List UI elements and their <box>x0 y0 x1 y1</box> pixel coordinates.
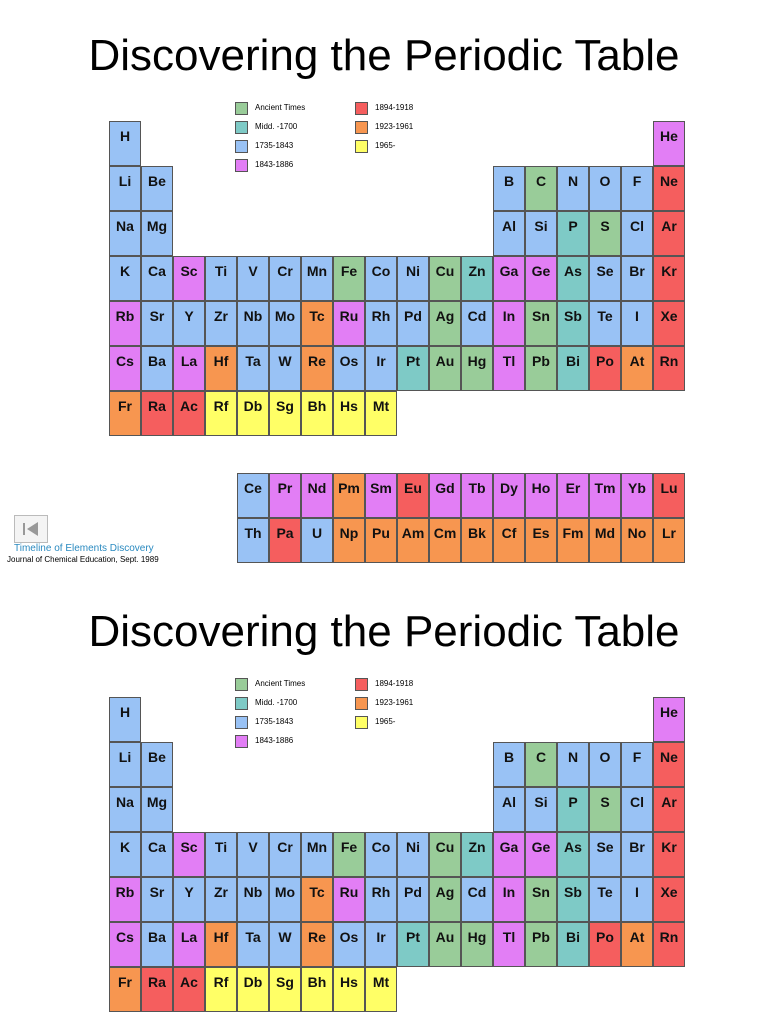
element-cell-ar: Ar <box>653 787 685 832</box>
element-cell-f: F <box>621 742 653 787</box>
element-cell-ra: Ra <box>141 967 173 1012</box>
element-cell-ne: Ne <box>653 742 685 787</box>
element-cell-zn: Zn <box>461 256 493 301</box>
element-cell-k: K <box>109 256 141 301</box>
element-cell-rh: Rh <box>365 301 397 346</box>
element-cell-c: C <box>525 742 557 787</box>
element-cell-i: I <box>621 877 653 922</box>
element-cell-y: Y <box>173 877 205 922</box>
element-cell-he: He <box>653 121 685 166</box>
back-button[interactable] <box>14 515 48 543</box>
element-cell-tm: Tm <box>589 473 621 518</box>
element-cell-li: Li <box>109 166 141 211</box>
page-title: Discovering the Periodic Table <box>88 607 680 656</box>
element-cell-ag: Ag <box>429 877 461 922</box>
element-cell-y: Y <box>173 301 205 346</box>
element-cell-dy: Dy <box>493 473 525 518</box>
element-cell-be: Be <box>141 166 173 211</box>
element-cell-rf: Rf <box>205 967 237 1012</box>
element-cell-pu: Pu <box>365 518 397 563</box>
element-cell-br: Br <box>621 256 653 301</box>
legend-label: 1843-1886 <box>255 736 294 745</box>
element-cell-mg: Mg <box>141 787 173 832</box>
element-cell-rn: Rn <box>653 922 685 967</box>
element-cell-v: V <box>237 256 269 301</box>
element-cell-am: Am <box>397 518 429 563</box>
element-cell-w: W <box>269 346 301 391</box>
element-cell-er: Er <box>557 473 589 518</box>
element-cell-se: Se <box>589 832 621 877</box>
element-cell-po: Po <box>589 346 621 391</box>
element-cell-s: S <box>589 787 621 832</box>
element-cell-b: B <box>493 742 525 787</box>
legend-swatch <box>235 121 248 134</box>
element-cell-hf: Hf <box>205 346 237 391</box>
element-cell-kr: Kr <box>653 256 685 301</box>
element-cell-tb: Tb <box>461 473 493 518</box>
legend-swatch <box>235 102 248 115</box>
element-cell-hg: Hg <box>461 346 493 391</box>
element-cell-ni: Ni <box>397 832 429 877</box>
element-cell-f: F <box>621 166 653 211</box>
element-cell-db: Db <box>237 967 269 1012</box>
element-cell-ti: Ti <box>205 256 237 301</box>
element-cell-bh: Bh <box>301 967 333 1012</box>
element-cell-u: U <box>301 518 333 563</box>
element-cell-br: Br <box>621 832 653 877</box>
element-cell-o: O <box>589 742 621 787</box>
element-cell-in: In <box>493 301 525 346</box>
element-cell-zr: Zr <box>205 877 237 922</box>
element-cell-na: Na <box>109 787 141 832</box>
legend-swatch <box>235 697 248 710</box>
element-cell-md: Md <box>589 518 621 563</box>
legend-label: Ancient Times <box>255 103 306 112</box>
element-cell-os: Os <box>333 346 365 391</box>
element-cell-ba: Ba <box>141 922 173 967</box>
element-cell-sr: Sr <box>141 301 173 346</box>
element-cell-h: H <box>109 697 141 742</box>
legend-swatch <box>355 678 368 691</box>
element-cell-eu: Eu <box>397 473 429 518</box>
element-cell-pd: Pd <box>397 301 429 346</box>
element-cell-n: N <box>557 166 589 211</box>
legend-label: 1965- <box>375 141 396 150</box>
element-cell-fe: Fe <box>333 256 365 301</box>
element-cell-pt: Pt <box>397 346 429 391</box>
element-cell-b: B <box>493 166 525 211</box>
legend-label: 1894-1918 <box>375 679 414 688</box>
element-cell-ce: Ce <box>237 473 269 518</box>
element-cell-no: No <box>621 518 653 563</box>
element-cell-at: At <box>621 922 653 967</box>
element-cell-ta: Ta <box>237 346 269 391</box>
legend-label: 1735-1843 <box>255 141 294 150</box>
element-cell-ra: Ra <box>141 391 173 436</box>
legend-label: 1735-1843 <box>255 717 294 726</box>
element-cell-cr: Cr <box>269 256 301 301</box>
element-cell-fr: Fr <box>109 967 141 1012</box>
element-cell-bh: Bh <box>301 391 333 436</box>
element-cell-bi: Bi <box>557 922 589 967</box>
element-cell-cf: Cf <box>493 518 525 563</box>
element-cell-zr: Zr <box>205 301 237 346</box>
legend-swatch <box>355 697 368 710</box>
element-cell-os: Os <box>333 922 365 967</box>
element-cell-th: Th <box>237 518 269 563</box>
timeline-link[interactable]: Timeline of Elements Discovery <box>14 543 154 554</box>
element-cell-au: Au <box>429 346 461 391</box>
element-cell-mn: Mn <box>301 832 333 877</box>
element-cell-bi: Bi <box>557 346 589 391</box>
element-cell-sb: Sb <box>557 301 589 346</box>
element-cell-sm: Sm <box>365 473 397 518</box>
element-cell-ag: Ag <box>429 301 461 346</box>
element-cell-al: Al <box>493 211 525 256</box>
element-cell-he: He <box>653 697 685 742</box>
element-cell-mt: Mt <box>365 967 397 1012</box>
element-cell-li: Li <box>109 742 141 787</box>
element-cell-pb: Pb <box>525 922 557 967</box>
element-cell-gd: Gd <box>429 473 461 518</box>
element-cell-sc: Sc <box>173 256 205 301</box>
back-arrow-icon <box>22 521 40 537</box>
element-cell-cs: Cs <box>109 922 141 967</box>
element-cell-ge: Ge <box>525 256 557 301</box>
legend-label: 1843-1886 <box>255 160 294 169</box>
element-cell-p: P <box>557 211 589 256</box>
element-cell-la: La <box>173 922 205 967</box>
element-cell-al: Al <box>493 787 525 832</box>
element-cell-ar: Ar <box>653 211 685 256</box>
element-cell-cd: Cd <box>461 877 493 922</box>
legend-swatch <box>235 140 248 153</box>
element-cell-ge: Ge <box>525 832 557 877</box>
legend-swatch <box>355 716 368 729</box>
legend-swatch <box>235 159 248 172</box>
element-cell-es: Es <box>525 518 557 563</box>
element-cell-hf: Hf <box>205 922 237 967</box>
element-cell-cl: Cl <box>621 211 653 256</box>
journal-citation: Journal of Chemical Education, Sept. 1989 <box>7 555 159 564</box>
element-cell-o: O <box>589 166 621 211</box>
element-cell-sb: Sb <box>557 877 589 922</box>
element-cell-v: V <box>237 832 269 877</box>
element-cell-si: Si <box>525 211 557 256</box>
element-cell-tc: Tc <box>301 301 333 346</box>
element-cell-pa: Pa <box>269 518 301 563</box>
element-cell-rf: Rf <box>205 391 237 436</box>
element-cell-cm: Cm <box>429 518 461 563</box>
element-cell-rn: Rn <box>653 346 685 391</box>
element-cell-mg: Mg <box>141 211 173 256</box>
element-cell-nd: Nd <box>301 473 333 518</box>
element-cell-te: Te <box>589 877 621 922</box>
element-cell-re: Re <box>301 346 333 391</box>
element-cell-mo: Mo <box>269 877 301 922</box>
legend-swatch <box>235 735 248 748</box>
legend-label: 1894-1918 <box>375 103 414 112</box>
element-cell-as: As <box>557 832 589 877</box>
element-cell-be: Be <box>141 742 173 787</box>
element-cell-i: I <box>621 301 653 346</box>
element-cell-sr: Sr <box>141 877 173 922</box>
legend-label: Ancient Times <box>255 679 306 688</box>
element-cell-rb: Rb <box>109 301 141 346</box>
element-cell-po: Po <box>589 922 621 967</box>
element-cell-re: Re <box>301 922 333 967</box>
element-cell-sn: Sn <box>525 877 557 922</box>
element-cell-ta: Ta <box>237 922 269 967</box>
element-cell-ti: Ti <box>205 832 237 877</box>
element-cell-ca: Ca <box>141 256 173 301</box>
element-cell-si: Si <box>525 787 557 832</box>
element-cell-nb: Nb <box>237 301 269 346</box>
element-cell-fr: Fr <box>109 391 141 436</box>
legend-swatch <box>235 716 248 729</box>
element-cell-tc: Tc <box>301 877 333 922</box>
element-cell-w: W <box>269 922 301 967</box>
element-cell-yb: Yb <box>621 473 653 518</box>
legend-swatch <box>235 678 248 691</box>
element-cell-ir: Ir <box>365 922 397 967</box>
element-cell-db: Db <box>237 391 269 436</box>
element-cell-ni: Ni <box>397 256 429 301</box>
element-cell-k: K <box>109 832 141 877</box>
element-cell-cr: Cr <box>269 832 301 877</box>
element-cell-pm: Pm <box>333 473 365 518</box>
element-cell-nb: Nb <box>237 877 269 922</box>
element-cell-ho: Ho <box>525 473 557 518</box>
element-cell-zn: Zn <box>461 832 493 877</box>
legend-swatch <box>355 102 368 115</box>
element-cell-lu: Lu <box>653 473 685 518</box>
element-cell-rb: Rb <box>109 877 141 922</box>
legend-label: 1965- <box>375 717 396 726</box>
legend-label: 1923-1961 <box>375 698 414 707</box>
element-cell-rh: Rh <box>365 877 397 922</box>
element-cell-pb: Pb <box>525 346 557 391</box>
element-cell-cd: Cd <box>461 301 493 346</box>
element-cell-mt: Mt <box>365 391 397 436</box>
element-cell-hg: Hg <box>461 922 493 967</box>
element-cell-tl: Tl <box>493 346 525 391</box>
element-cell-ca: Ca <box>141 832 173 877</box>
element-cell-pd: Pd <box>397 877 429 922</box>
element-cell-co: Co <box>365 256 397 301</box>
element-cell-fe: Fe <box>333 832 365 877</box>
element-cell-na: Na <box>109 211 141 256</box>
element-cell-ac: Ac <box>173 967 205 1012</box>
element-cell-cu: Cu <box>429 256 461 301</box>
legend-swatch <box>355 121 368 134</box>
element-cell-pr: Pr <box>269 473 301 518</box>
element-cell-ne: Ne <box>653 166 685 211</box>
legend-label: Midd. -1700 <box>255 122 298 131</box>
element-cell-mo: Mo <box>269 301 301 346</box>
element-cell-sg: Sg <box>269 967 301 1012</box>
element-cell-lr: Lr <box>653 518 685 563</box>
element-cell-n: N <box>557 742 589 787</box>
element-cell-te: Te <box>589 301 621 346</box>
element-cell-tl: Tl <box>493 922 525 967</box>
element-cell-cs: Cs <box>109 346 141 391</box>
element-cell-kr: Kr <box>653 832 685 877</box>
element-cell-ba: Ba <box>141 346 173 391</box>
element-cell-la: La <box>173 346 205 391</box>
legend-label: Midd. -1700 <box>255 698 298 707</box>
element-cell-in: In <box>493 877 525 922</box>
element-cell-s: S <box>589 211 621 256</box>
element-cell-cl: Cl <box>621 787 653 832</box>
element-cell-fm: Fm <box>557 518 589 563</box>
element-cell-ir: Ir <box>365 346 397 391</box>
element-cell-ga: Ga <box>493 832 525 877</box>
element-cell-c: C <box>525 166 557 211</box>
element-cell-ac: Ac <box>173 391 205 436</box>
element-cell-sn: Sn <box>525 301 557 346</box>
element-cell-sc: Sc <box>173 832 205 877</box>
element-cell-at: At <box>621 346 653 391</box>
element-cell-ru: Ru <box>333 301 365 346</box>
element-cell-np: Np <box>333 518 365 563</box>
element-cell-sg: Sg <box>269 391 301 436</box>
element-cell-cu: Cu <box>429 832 461 877</box>
legend-label: 1923-1961 <box>375 122 414 131</box>
element-cell-au: Au <box>429 922 461 967</box>
legend-swatch <box>355 140 368 153</box>
element-cell-xe: Xe <box>653 301 685 346</box>
element-cell-co: Co <box>365 832 397 877</box>
element-cell-as: As <box>557 256 589 301</box>
element-cell-p: P <box>557 787 589 832</box>
page-title: Discovering the Periodic Table <box>88 31 680 80</box>
element-cell-se: Se <box>589 256 621 301</box>
element-cell-mn: Mn <box>301 256 333 301</box>
element-cell-ga: Ga <box>493 256 525 301</box>
element-cell-hs: Hs <box>333 391 365 436</box>
element-cell-xe: Xe <box>653 877 685 922</box>
element-cell-hs: Hs <box>333 967 365 1012</box>
element-cell-h: H <box>109 121 141 166</box>
element-cell-pt: Pt <box>397 922 429 967</box>
periodic-table-slide-2 <box>0 576 768 1024</box>
element-cell-ru: Ru <box>333 877 365 922</box>
element-cell-bk: Bk <box>461 518 493 563</box>
